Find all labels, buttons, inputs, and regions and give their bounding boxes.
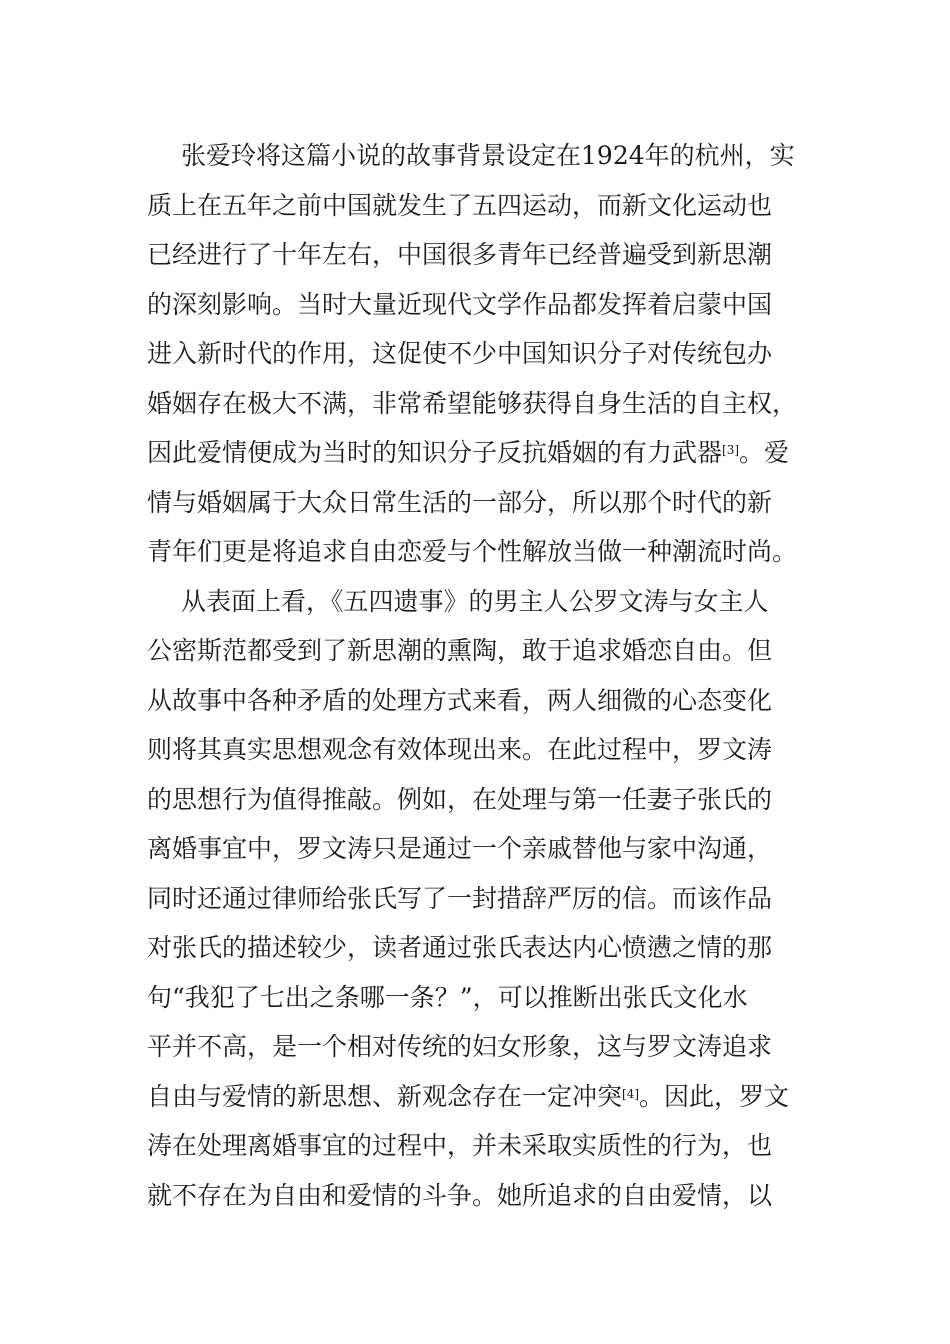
citation-ref: [3]	[722, 443, 740, 457]
text-line: 已经进行了十年左右，中国很多青年已经普遍受到新思潮	[147, 240, 773, 269]
text-line: 婚姻存在极大不满，非常希望能够获得自身生活的自主权，	[147, 388, 798, 418]
citation-ref: [4]	[622, 1086, 640, 1101]
paragraph	[147, 577, 817, 1221]
text-line: 同时还通过律师给张氏写了一封措辞严厉的信。而该作品	[147, 883, 773, 913]
text-line: 离婚事宜中，罗文涛只是通过一个亲戚替他与家中沟通，	[147, 834, 773, 863]
text-line: 张爱玲将这篇小说的故事背景设定在1924年的杭州，实	[181, 141, 795, 170]
text-line: 青年们更是将追求自由恋爱与个性解放当做一种潮流时尚。	[147, 537, 798, 566]
text-line: 对张氏的描述较少，读者通过张氏表达内心愤懑之情的那	[147, 933, 773, 962]
text-line: 则将其真实思想观念有效体现出来。在此过程中，罗文涛	[147, 735, 773, 764]
paragraph	[147, 131, 817, 577]
text-line: 自由与爱情的新思想、新观念存在一定冲突[4]。因此，罗文	[147, 1081, 790, 1111]
text-line: 就不存在为自由和爱情的斗争。她所追求的自由爱情，以	[147, 1180, 773, 1210]
text-line: 质上在五年之前中国就发生了五四运动，而新文化运动也	[147, 190, 773, 220]
text-line: 进入新时代的作用，这促使不少中国知识分子对传统包办	[147, 339, 773, 368]
text-line: 平并不高，是一个相对传统的妇女形象，这与罗文涛追求	[147, 1032, 773, 1061]
text-line: 的思想行为值得推敲。例如，在处理与第一任妻子张氏的	[147, 784, 773, 814]
text-line: 句“我犯了七出之条哪一条？”，可以推断出张氏文化水	[147, 982, 748, 1012]
text-line: 从故事中各种矛盾的处理方式来看，两人细微的心态变化	[147, 685, 773, 715]
text-line: 因此爱情便成为当时的知识分子反抗婚姻的有力武器[3]。爱	[147, 438, 790, 467]
body-text	[147, 131, 817, 1220]
text-line: 情与婚姻属于大众日常生活的一部分，所以那个时代的新	[147, 487, 773, 517]
text-line: 公密斯范都受到了新思潮的熏陶，敢于追求婚恋自由。但	[147, 636, 773, 665]
text-line: 涛在处理离婚事宜的过程中，并未采取实质性的行为，也	[147, 1131, 773, 1160]
text-line: 的深刻影响。当时大量近现代文学作品都发挥着启蒙中国	[147, 289, 773, 319]
text-line: 从表面上看，《五四遗事》的男主人公罗文涛与女主人	[181, 586, 769, 616]
